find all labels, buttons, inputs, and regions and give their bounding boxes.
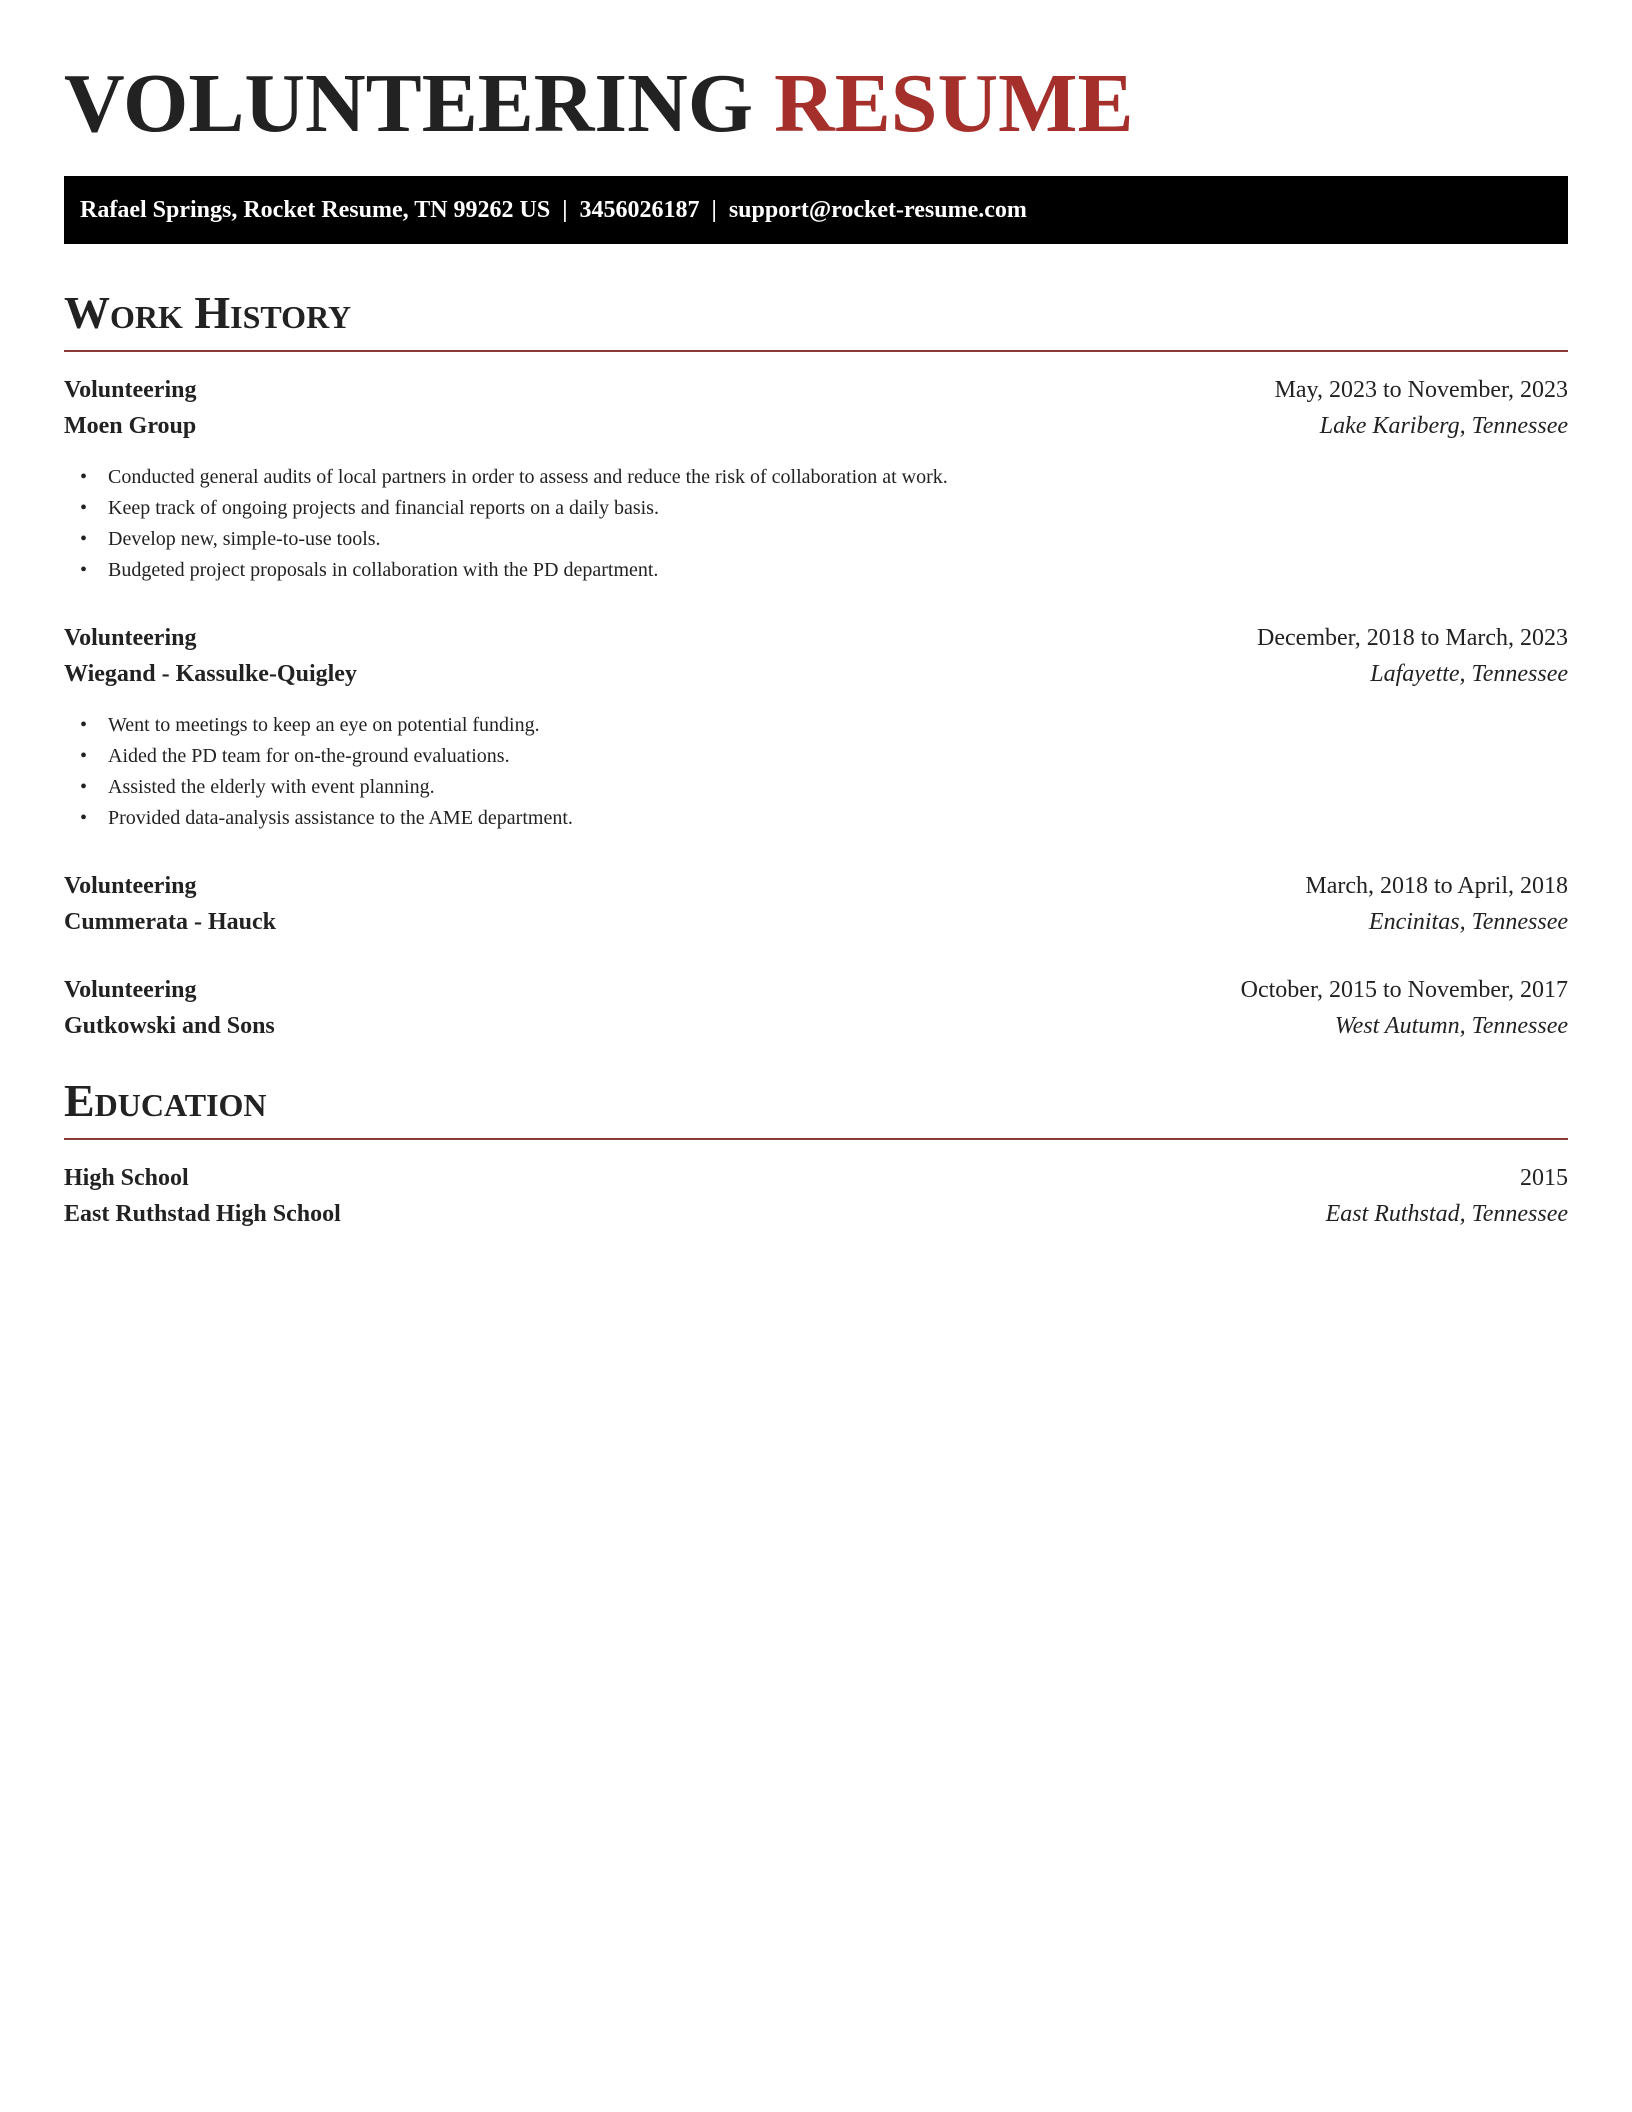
title-main: VOLUNTEERING: [64, 57, 754, 150]
contact-address: Rafael Springs, Rocket Resume, TN 99262 US: [80, 197, 551, 223]
contact-phone: 3456026187: [579, 197, 700, 223]
bullet-text: Assisted the elderly with event planning.: [108, 776, 435, 798]
entry-dates: October, 2015 to November, 2017: [1240, 977, 1568, 1003]
entry-role: Volunteering: [64, 873, 197, 899]
bullet-icon: •: [80, 776, 88, 798]
entry-location: Encinitas, Tennessee: [1368, 909, 1568, 935]
work-history-section: [64, 288, 1568, 1044]
entry-role: Volunteering: [64, 625, 197, 651]
section-title-work-history: Work History: [64, 287, 352, 338]
work-entry: [64, 620, 1568, 834]
section-title-education: Education: [64, 1075, 267, 1126]
entry-header-row: [64, 620, 1568, 656]
contact-separator: |: [711, 197, 717, 223]
entry-org-row: [64, 904, 1568, 940]
education-entry: [64, 1160, 1568, 1232]
list-item: [80, 493, 1568, 524]
entry-organization: Cummerata - Hauck: [64, 909, 276, 935]
entry-header-row: [64, 1160, 1568, 1196]
bullet-text: Went to meetings to keep an eye on potential funding.: [108, 714, 540, 736]
bullet-icon: •: [80, 714, 88, 736]
bullet-text: Aided the PD team for on-the-ground evaluations.: [108, 745, 510, 767]
contact-bar: [64, 176, 1568, 244]
entry-bullet-list: [64, 462, 1568, 586]
bullet-text: Conducted general audits of local partners in order to assess and reduce the risk of collaboration at work.: [108, 466, 948, 488]
entry-bullet-list: [64, 710, 1568, 834]
list-item: [80, 462, 1568, 493]
bullet-text: Keep track of ongoing projects and financial reports on a daily basis.: [108, 497, 659, 519]
entry-dates: May, 2023 to November, 2023: [1274, 377, 1568, 403]
entry-org-row: [64, 1008, 1568, 1044]
contact-separator: |: [562, 197, 568, 223]
entry-header-row: [64, 868, 1568, 904]
entry-org-row: [64, 656, 1568, 692]
bullet-icon: •: [80, 559, 88, 581]
list-item: [80, 524, 1568, 555]
entry-location: West Autumn, Tennessee: [1334, 1013, 1568, 1039]
entry-header-row: [64, 972, 1568, 1008]
work-entry: [64, 972, 1568, 1044]
entry-header-row: [64, 372, 1568, 408]
bullet-icon: •: [80, 466, 88, 488]
section-divider: [64, 350, 1568, 352]
entry-organization: Wiegand - Kassulke-Quigley: [64, 661, 357, 687]
entry-org-row: [64, 408, 1568, 444]
education-section: [64, 1076, 1568, 1232]
bullet-icon: •: [80, 745, 88, 767]
bullet-text: Provided data-analysis assistance to the AME department.: [108, 807, 573, 829]
list-item: [80, 555, 1568, 586]
work-entry: [64, 868, 1568, 940]
work-entry: [64, 372, 1568, 586]
bullet-text: Develop new, simple-to-use tools.: [108, 528, 381, 550]
list-item: [80, 803, 1568, 834]
bullet-icon: •: [80, 497, 88, 519]
entry-dates: December, 2018 to March, 2023: [1257, 625, 1568, 651]
entry-location: Lake Kariberg, Tennessee: [1319, 413, 1568, 439]
list-item: [80, 710, 1568, 741]
entry-role: Volunteering: [64, 377, 197, 403]
list-item: [80, 741, 1568, 772]
list-item: [80, 772, 1568, 803]
entry-organization: Gutkowski and Sons: [64, 1013, 275, 1039]
entry-degree: High School: [64, 1165, 189, 1191]
bullet-icon: •: [80, 807, 88, 829]
page-title: [64, 0, 1568, 150]
bullet-icon: •: [80, 528, 88, 550]
bullet-text: Budgeted project proposals in collaboration with the PD department.: [108, 559, 659, 581]
entry-location: East Ruthstad, Tennessee: [1325, 1201, 1568, 1227]
contact-email: support@rocket-resume.com: [728, 197, 1027, 223]
entry-dates: March, 2018 to April, 2018: [1305, 873, 1568, 899]
entry-location: Lafayette, Tennessee: [1370, 661, 1568, 687]
entry-year: 2015: [1520, 1165, 1568, 1191]
section-divider: [64, 1138, 1568, 1140]
entry-school-row: [64, 1196, 1568, 1232]
title-accent: RESUME: [774, 57, 1134, 150]
entry-school: East Ruthstad High School: [64, 1201, 341, 1227]
entry-organization: Moen Group: [64, 413, 197, 439]
entry-role: Volunteering: [64, 977, 197, 1003]
